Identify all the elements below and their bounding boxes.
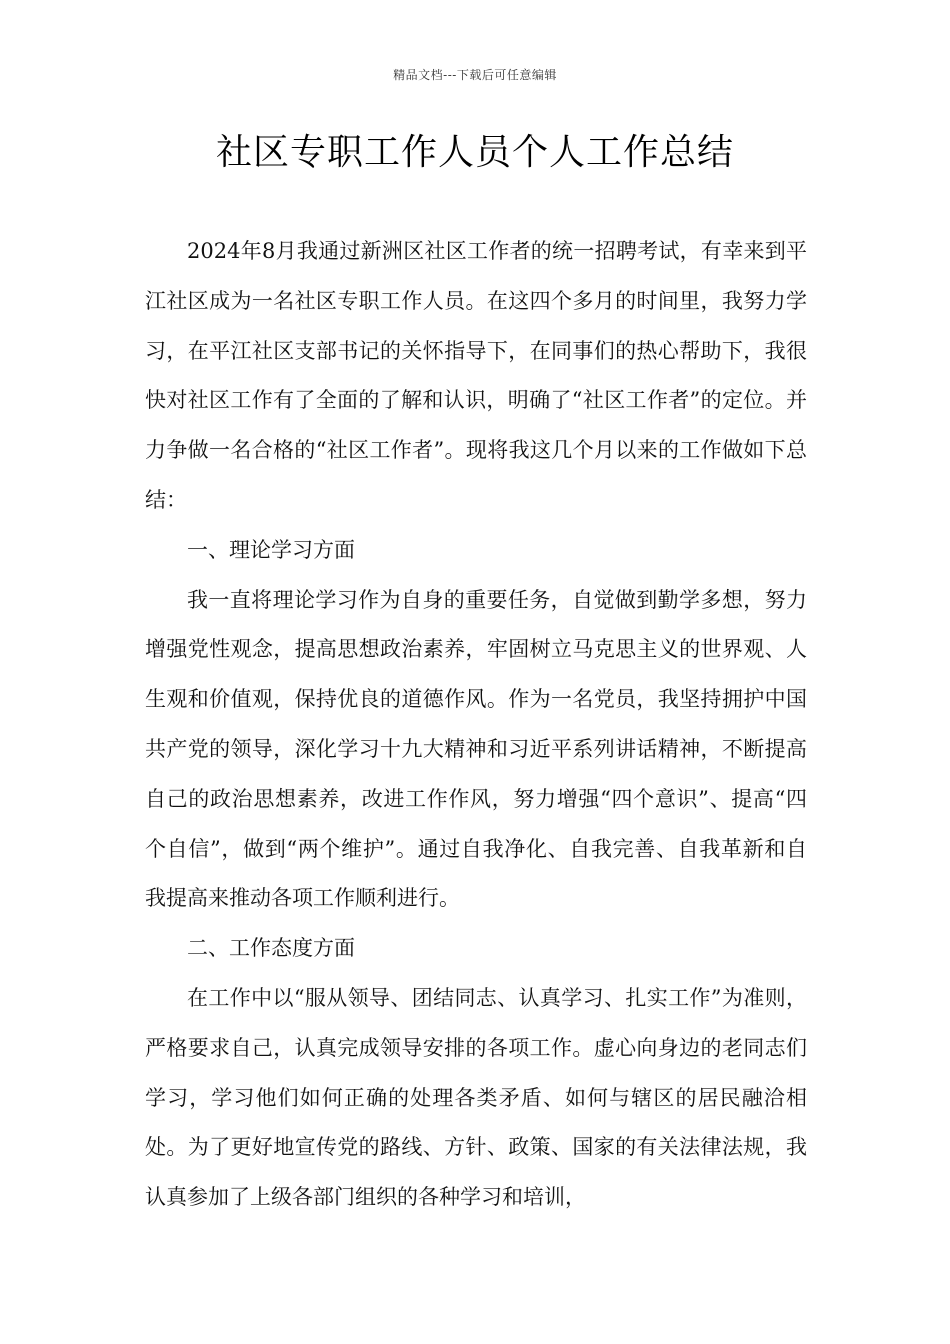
document-body (145, 227, 807, 1223)
document-title: 社区专职工作人员个人工作总结 (215, 132, 734, 173)
section-heading-attitude: 二、工作态度方面 (187, 936, 355, 961)
paragraph-intro: 2024年8月我通过新洲区社区工作者的统一招聘考试，有幸来到平江社区成为一名社区专职工作人员。在这四个多月的时间里，我努力学习，在平江社区支部书记的关怀指导下，在同事们的热心帮助下，我很快对社区工作有了全面的了解和认识，明确了“社区工作者”的定位。并力争做一名合格的“社区工作者”。现将我这几个月以来的工作做如下总结： (145, 239, 807, 512)
paragraph-attitude: 在工作中以“服从领导、团结同志、认真学习、扎实工作”为准则，严格要求自己，认真完成领导安排的各项工作。虚心向身边的老同志们学习，学习他们如何正确的处理各类矛盾、如何与辖区的居民融洽相处。为了更好地宣传党的路线、方针、政策、国家的有关法律法规，我认真参加了上级各部门组织的各种学习和培训， (145, 985, 807, 1210)
paragraph-theory: 我一直将理论学习作为自身的重要任务，自觉做到勤学多想，努力增强党性观念，提高思想政治素养，牢固树立马克思主义的世界观、人生观和价值观，保持优良的道德作风。作为一名党员，我坚持拥护中国共产党的领导，深化学习十九大精神和习近平系列讲话精神，不断提高自己的政治思想素养，改进工作作风，努力增强“四个意识”、提高“四个自信”，做到“两个维护”。通过自我净化、自我完善、自我革新和自我提高来推动各项工作顺利进行。 (145, 587, 807, 911)
section-heading-theory: 一、理论学习方面 (187, 537, 355, 562)
header-note: 精品文档---下载后可任意编辑 (393, 68, 557, 82)
